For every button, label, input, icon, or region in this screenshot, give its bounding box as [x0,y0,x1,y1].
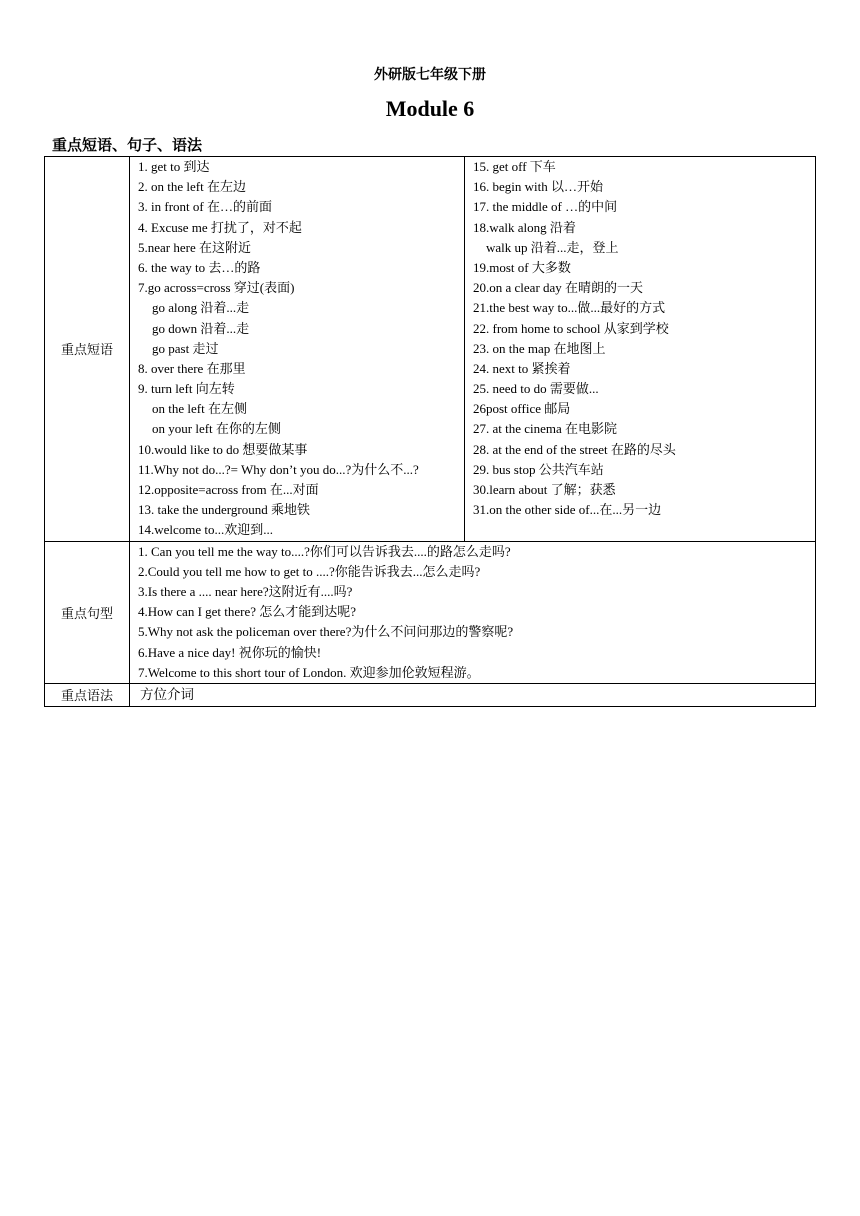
phrase-item: 4. Excuse me 打扰了，对不起 [138,219,302,235]
phrase-item: 9. turn left 向左转 [138,381,235,397]
phrase-item: 11.Why not do...?= Why don’t you do...?为什么不...? [138,461,419,477]
phrase-item: 30.learn about 了解；获悉 [473,482,616,497]
sentence-item: 6.Have a nice day! 祝你玩的愉快! [138,644,322,660]
phrase-item: 21.the best way to...做...最好的方式 [473,300,666,316]
grammar-row [45,683,816,706]
phrase-item: 12.opposite=across from 在...对面 [138,482,319,497]
phrases-row [45,157,816,542]
sentence-item: 4.How can I get there? 怎么才能到达呢? [138,604,357,620]
phrase-item: 24. next to 紧挨着 [473,360,571,376]
sentence-item: 2.Could you tell me how to get to ....?你能告诉我去...怎么走吗? [138,563,481,579]
phrases-label: 重点短语 [45,157,130,542]
sentence-item: 5.Why not ask the policeman over there?为什么不问问那边的警察呢? [138,624,514,640]
phrase-item: 6. the way to 去…的路 [138,259,261,275]
phrase-item: 7.go across=cross 穿过(表面) [138,280,295,296]
phrase-item: 1. get to 到达 [138,159,210,174]
sentence-item: 3.Is there a .... near here?这附近有....吗? [138,583,353,599]
document-subtitle: 外研版七年级下册 [374,67,486,83]
phrase-item: on your left 在你的左侧 [152,421,281,437]
phrase-item: 3. in front of 在…的前面 [138,199,272,215]
phrase-item: 31.on the other side of...在...另一边 [473,502,662,518]
phrase-item: 23. on the map 在地图上 [473,340,606,356]
phrases-right-column [465,157,816,542]
phrase-item: 8. over there 在那里 [138,360,246,376]
sentence-item: 7.Welcome to this short tour of London. 欢迎参加伦敦短程游。 [138,664,480,680]
phrase-item: go past 走过 [152,340,219,356]
sentences-row [45,541,816,683]
phrase-item: 26post office 邮局 [473,401,571,417]
phrase-item: 18.walk along 沿着 [473,219,576,235]
phrase-item: 27. at the cinema 在电影院 [473,421,618,437]
phrase-item: on the left 在左侧 [152,401,247,417]
phrase-item: 29. bus stop 公共汽车站 [473,461,604,477]
phrase-item: walk up 沿着...走，登上 [486,239,619,255]
phrase-item: 22. from home to school 从家到学校 [473,320,669,336]
grammar-value: 方位介词 [140,686,194,703]
sentence-item: 1. Can you tell me the way to....?你们可以告诉我去....的路怎么走吗? [138,543,511,559]
document-title: Module 6 [385,96,475,121]
sentences-list [130,542,815,683]
phrase-item: 19.most of 大多数 [473,259,571,275]
grammar-label: 重点语法 [45,683,130,706]
phrase-item: 2. on the left 在左边 [138,179,246,195]
phrase-item: 14.welcome to...欢迎到... [138,522,274,538]
section-heading: 重点短语、句子、语法 [52,136,203,154]
phrase-item: go along 沿着...走 [152,300,250,316]
phrase-item: 17. the middle of …的中间 [473,199,618,215]
summary-table [44,156,816,707]
phrase-item: 20.on a clear day 在晴朗的一天 [473,280,644,296]
sentences-cell [130,541,816,683]
grammar-cell [130,683,816,706]
phrase-item: 15. get off 下车 [473,159,556,174]
phrases-right-list [465,157,815,520]
phrase-item: 10.would like to do 想要做某事 [138,441,308,457]
phrase-item: 13. take the underground 乘地铁 [138,502,310,518]
phrase-item: 25. need to do 需要做... [473,381,599,397]
phrase-item: 5.near here 在这附近 [138,239,251,255]
phrases-left-list [130,157,464,541]
phrase-item: 16. begin with 以…开始 [473,179,603,195]
phrase-item: 28. at the end of the street 在路的尽头 [473,441,676,457]
phrase-item: go down 沿着...走 [152,320,250,336]
sentences-label: 重点句型 [45,541,130,683]
phrases-left-column [130,157,465,542]
